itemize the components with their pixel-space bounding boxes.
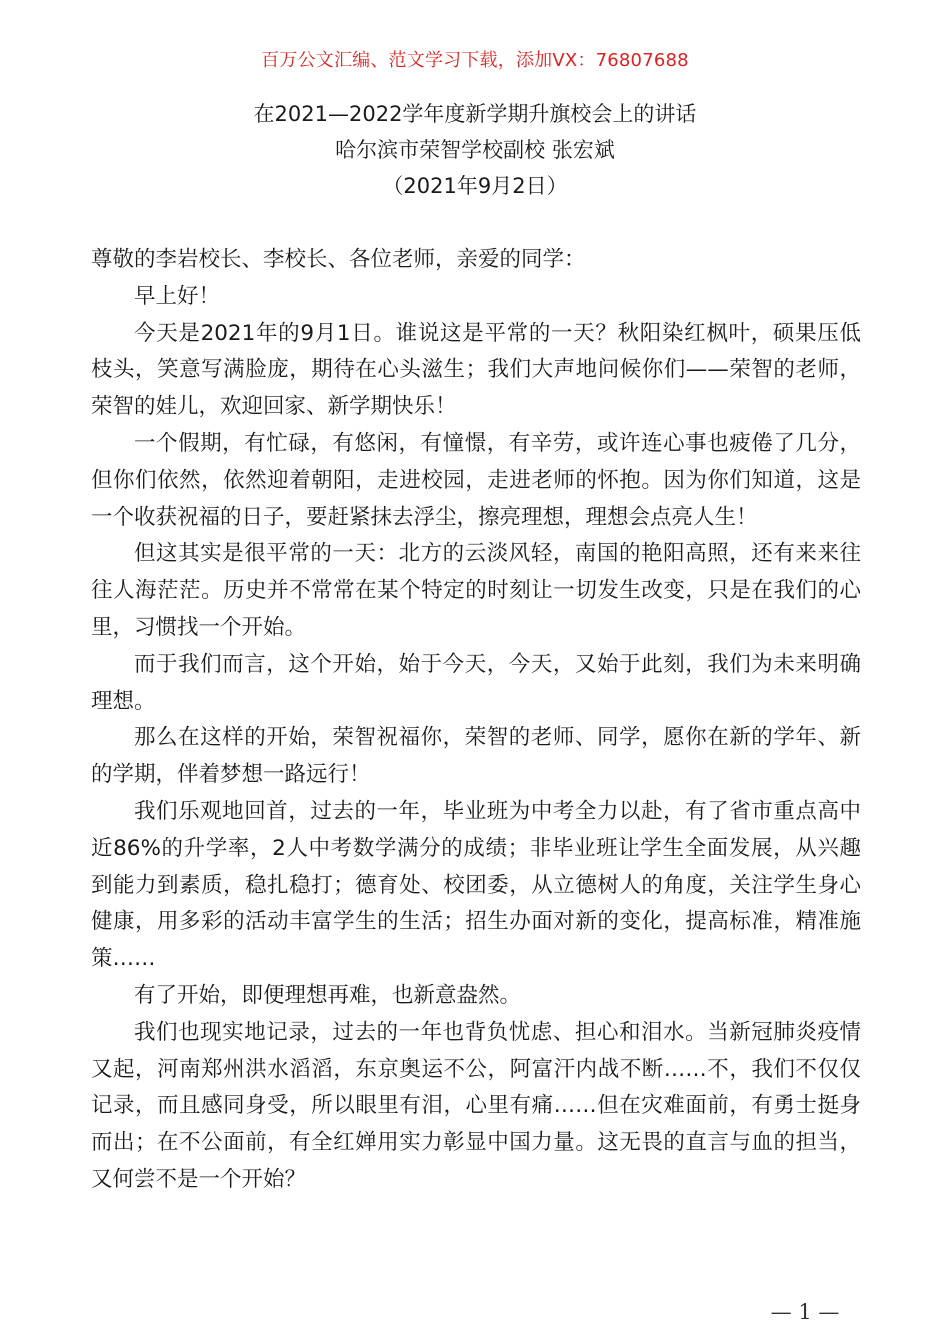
page-number: — 1 — [770,1300,840,1324]
paragraph: 今天是2021年的9月1日。谁说这是平常的一天？秋阳染红枫叶，硕果压低枝头，笑意写满脸庞，期待在心头滋生；我们大声地问候你们——荣智的老师，荣智的娃儿，欢迎回家、新学期快乐！ [91,320,861,420]
title-block [0,96,950,204]
speech-title: 在2021—2022学年度新学期升旗校会上的讲话 [253,102,697,126]
watermark-banner: 百万公文汇编、范文学习下载，添加VX：76807688 [261,50,689,71]
speech-date: （2021年9月2日） [382,174,568,198]
paragraph: 而于我们而言，这个开始，始于今天，今天，又始于此刻，我们为未来明确理想。 [91,651,861,714]
paragraph: 我们也现实地记录，过去的一年也背负忧虑、担心和泪水。当新冠肺炎疫情又起，河南郑州洪水滔滔，东京奥运不公，阿富汗内战不断……不，我们不仅仅记录，而且感同身受，所以眼里有泪，心里有痛……但在灾难面前，有勇士挺身而出；在不公面前，有全红婵用实力彰显中国力量。这无畏的直言与血的担当，又何尝不是一个开始？ [91,1019,861,1192]
speech-body [91,242,861,1199]
salutation: 尊敬的李岩校长、李校长、各位老师，亲爱的同学： [91,247,586,272]
paragraph: 但这其实是很平常的一天：北方的云淡风轻，南国的艳阳高照，还有来来往往人海茫茫。历史并不常常在某个特定的时刻让一切发生改变，只是在我们的心里，习惯找一个开始。 [91,541,861,640]
paragraph: 我们乐观地回首，过去的一年，毕业班为中考全力以赴，有了省市重点高中近86%的升学率，2人中考数学满分的成绩；非毕业班让学生全面发展，从兴趣到能力到素质，稳扎稳打；德育处、校团委，从立德树人的角度，关注学生身心健康，用多彩的活动丰富学生的生活；招生办面对新的变化，提高标准，精准施策…… [91,798,861,972]
paragraph: 那么在这样的开始，荣智祝福你，荣智的老师、同学，愿你在新的学年、新的学期，伴着梦想一路远行！ [91,725,861,788]
paragraph: 一个假期，有忙碌，有悠闲，有憧憬，有辛劳，或许连心事也疲倦了几分，但你们依然，依然迎着朝阳，走进校园，走进老师的怀抱。因为你们知道，这是一个收获祝福的日子，要赶紧抹去浮尘，擦亮理想，理想会点亮人生！ [91,430,861,530]
paragraph: 有了开始，即便理想再难，也新意盎然。 [134,982,522,1008]
speaker-line: 哈尔滨市荣智学校副校 张宏斌 [335,138,615,162]
paragraph-greeting: 早上好！ [134,283,221,309]
